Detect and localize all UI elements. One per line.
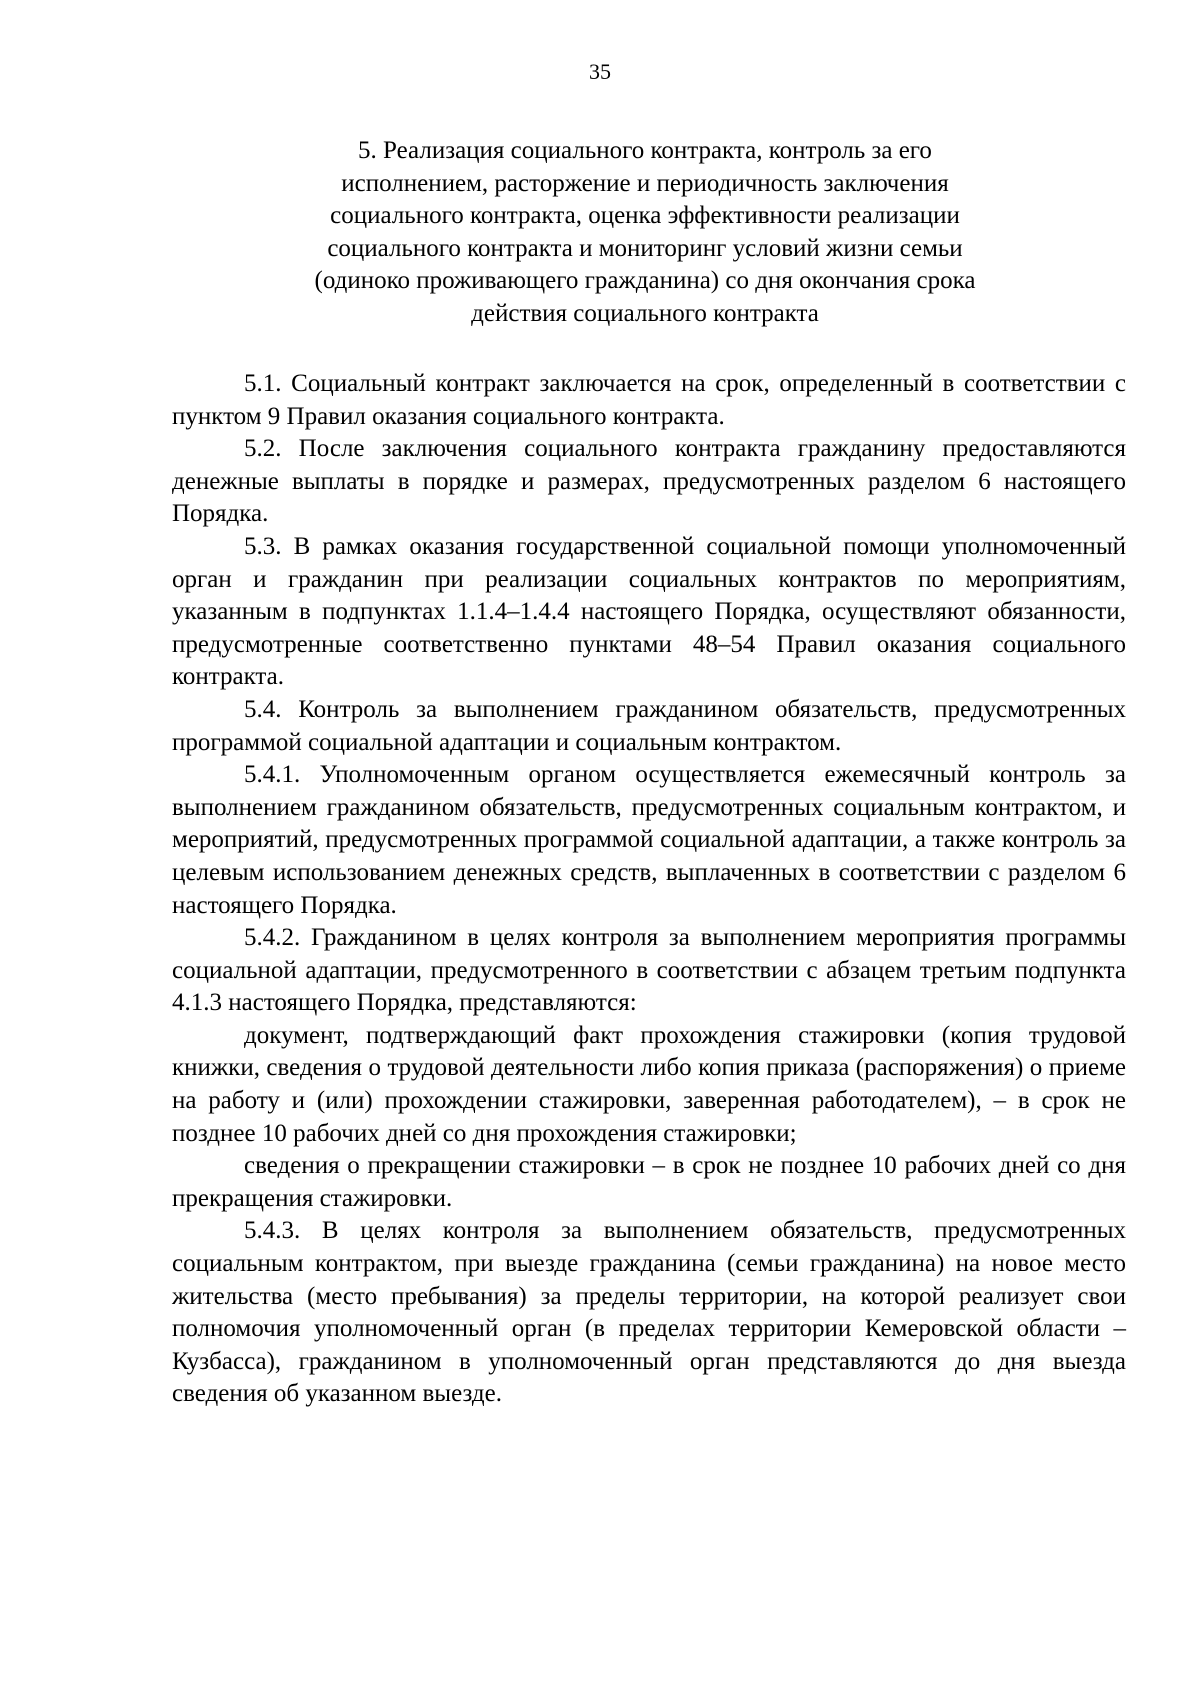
paragraph-5-4: 5.4. Контроль за выполнением гражданином обязательств, предусмотренных программой социальной адаптации и социальным контрактом.: [172, 695, 1126, 756]
section-title-line: действия социального контракта: [471, 299, 819, 327]
page-number: 35: [589, 59, 611, 84]
paragraph-5-3: 5.3. В рамках оказания государственной социальной помощи уполномоченный орган и гражданин при реализации социальных контрактов по мероприятиям, указанным в подпунктах 1.1.4–1.4.4 настоящего Порядка, осуществляют обязанности, предусмотренные соответственно пунктами 48–54 Правил оказания социального контракта.: [172, 532, 1126, 691]
document-body: [172, 368, 1126, 1411]
list-item-document: документ, подтверждающий факт прохождения стажировки (копия трудовой книжки, сведения о трудовой деятельности либо копия приказа (распоряжения) о приеме на работу и (или) прохождении стажировки, заверенная работодателем), – в срок не позднее 10 рабочих дней со дня прохождения стажировки;: [172, 1021, 1126, 1147]
paragraph-5-2: 5.2. После заключения социального контракта гражданину предоставляются денежные выплаты в порядке и размерах, предусмотренных разделом 6 настоящего Порядка.: [172, 435, 1126, 528]
section-title-line: 5. Реализация социального контракта, контроль за его: [358, 137, 932, 164]
section-title-line: (одиноко проживающего гражданина) со дня окончания срока: [314, 267, 976, 294]
paragraph-5-4-1: 5.4.1. Уполномоченным органом осуществляется ежемесячный контроль за выполнением гражданином обязательств, предусмотренных социальным контрактом, и мероприятий, предусмотренных программой социальной адаптации, а также контроль за целевым использованием денежных средств, выплаченных в соответствии с разделом 6 настоящего Порядка.: [172, 761, 1126, 919]
section-title-line: социального контракта, оценка эффективности реализации: [330, 202, 960, 229]
paragraph-5-1: 5.1. Социальный контракт заключается на срок, определенный в соответствии с пунктом 9 Правил оказания социального контракта.: [172, 370, 1126, 430]
section-title-line: социального контракта и мониторинг условий жизни семьи: [327, 234, 963, 262]
list-item-termination-info: сведения о прекращении стажировки – в срок не позднее 10 рабочих дней со дня прекращения стажировки.: [172, 1152, 1126, 1212]
paragraph-5-4-3: 5.4.3. В целях контроля за выполнением обязательств, предусмотренных социальным контрактом, при выезде гражданина (семьи гражданина) на новое место жительства (место пребывания) за пределы территории, на которой реализует свои полномочия уполномоченный орган (в пределах территории Кемеровской области – Кузбасса), гражданином в уполномоченный орган представляются до дня выезда сведения об указанном выезде.: [172, 1217, 1126, 1408]
section-title-line: исполнением, расторжение и периодичность заключения: [341, 169, 949, 197]
paragraph-5-4-2: 5.4.2. Гражданином в целях контроля за выполнением мероприятия программы социальной адаптации, предусмотренного в соответствии с абзацем третьим подпункта 4.1.3 настоящего Порядка, представляются:: [172, 924, 1126, 1017]
section-title: [250, 135, 1040, 330]
